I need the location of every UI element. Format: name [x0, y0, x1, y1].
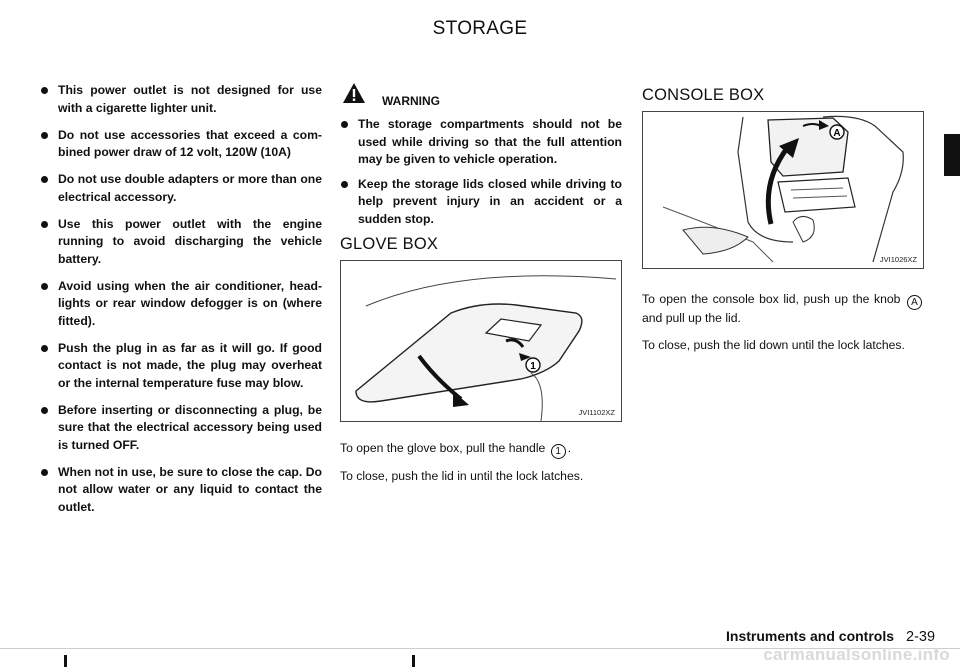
glove-box-title: GLOVE BOX	[340, 235, 439, 253]
console-box-open-text: To open the console box lid, push up the knob A and pull up the lid.	[642, 291, 924, 328]
power-outlet-list	[40, 82, 322, 516]
list-item: Keep the storage lids closed while driving to help prevent injury in an accident or a sudden stop.	[340, 176, 622, 229]
bullet-icon	[41, 469, 48, 476]
warning-heading	[340, 82, 622, 110]
warning-label: WARNING	[382, 94, 440, 108]
list-item: Before inserting or disconnecting a plug, be sure that the electrical accessory being used is turned OFF.	[40, 402, 322, 455]
console-box-callout: A	[833, 128, 841, 139]
console-box-figure	[642, 111, 924, 269]
bullet-icon	[41, 221, 48, 228]
chapter-edge-tab	[944, 134, 960, 176]
bullet-icon	[341, 181, 348, 188]
crop-mark	[64, 655, 67, 667]
glove-box-illustration	[341, 261, 621, 421]
glove-box-close-text: To close, push the lid in until the lock latches.	[340, 469, 584, 483]
page-footer	[726, 628, 935, 645]
list-item: Do not use double adapters or more than one electrical accessory.	[40, 171, 322, 206]
console-box-title: CONSOLE BOX	[642, 86, 765, 104]
glove-box-callout: 1	[530, 361, 536, 372]
bullet-icon	[41, 87, 48, 94]
bullet-icon	[41, 407, 48, 414]
power-outlet-column	[40, 82, 322, 526]
console-box-column	[642, 82, 924, 363]
callout-marker: A	[907, 295, 922, 310]
figure-code: JVI1026XZ	[879, 255, 917, 264]
list-item: This power outlet is not designed for use with a cigarette lighter unit.	[40, 82, 322, 117]
list-item: Do not use accessories that exceed a com-bined power draw of 12 volt, 120W (10A)	[40, 127, 322, 162]
bullet-icon	[41, 283, 48, 290]
list-item: Push the plug in as far as it will go. If good contact is not made, the plug may overheat or the internal temperature fuse may blow.	[40, 340, 322, 393]
list-item: The storage compartments should not be used while driving so that the full attention may be given to vehicle operation.	[340, 116, 622, 169]
bullet-icon	[341, 121, 348, 128]
warning-triangle-icon	[342, 82, 366, 104]
page-title: STORAGE	[432, 18, 528, 39]
bullet-icon	[41, 132, 48, 139]
glove-box-figure	[340, 260, 622, 422]
list-item: When not in use, be sure to close the cap. Do not allow water or any liquid to contact the outlet.	[40, 464, 322, 517]
glove-box-open-text: To open the glove box, pull the handle 1 .	[340, 441, 572, 457]
warning-list	[340, 116, 622, 228]
crop-mark	[412, 655, 415, 667]
list-item: Use this power outlet with the engine running to avoid discharging the vehicle battery.	[40, 216, 322, 269]
figure-code: JVI1102XZ	[578, 408, 615, 417]
console-box-close-text: To close, push the lid down until the lock latches.	[642, 337, 905, 352]
bullet-icon	[41, 345, 48, 352]
page-number: 2-39	[906, 629, 936, 645]
warning-glovebox-column	[340, 82, 622, 495]
watermark: carmanualsonline.info	[763, 645, 950, 664]
list-item: Avoid using when the air conditioner, head-lights or rear window defogger is on (where fitted).	[40, 278, 322, 331]
console-box-illustration	[643, 112, 923, 268]
callout-marker: 1	[551, 444, 566, 459]
bullet-icon	[41, 176, 48, 183]
footer-section: Instruments and controls	[726, 628, 895, 644]
